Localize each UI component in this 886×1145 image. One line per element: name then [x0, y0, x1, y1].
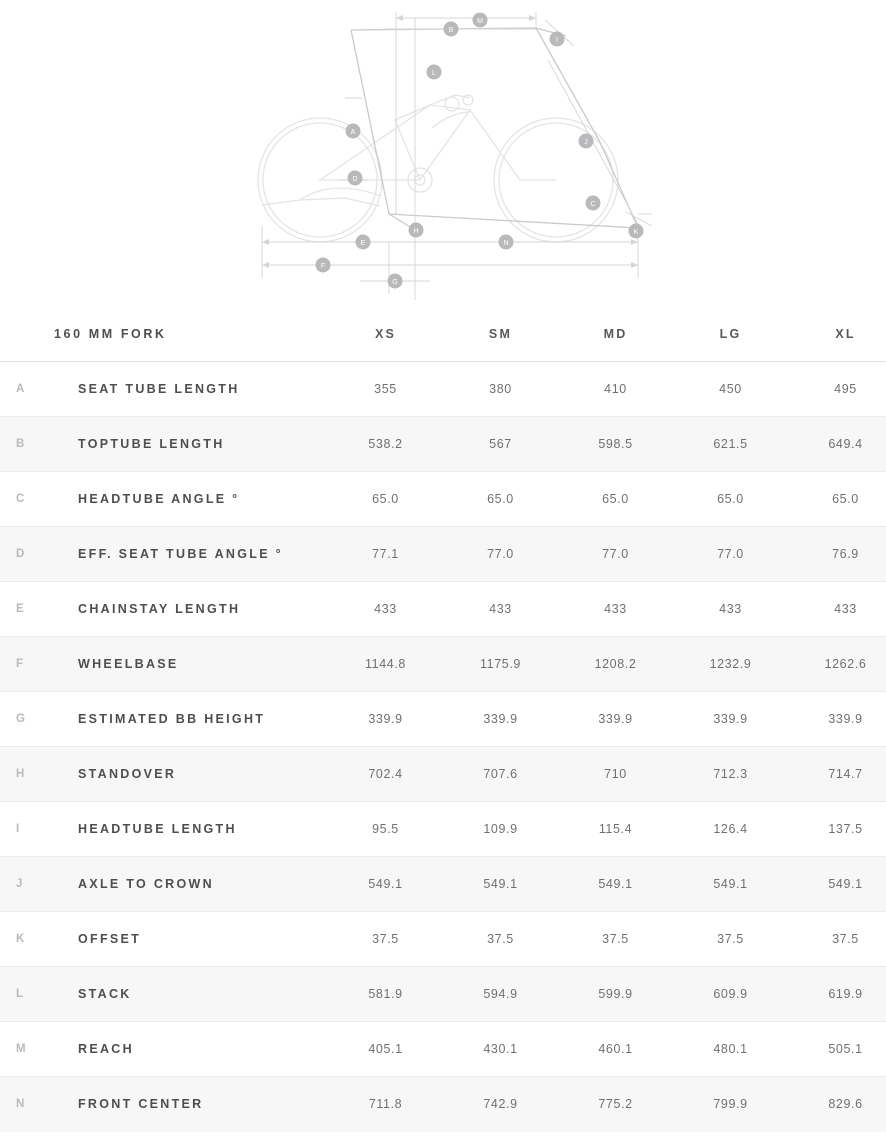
row-letter: E	[0, 582, 38, 637]
frame-geometry-diagram	[0, 0, 886, 305]
table-row	[0, 527, 886, 582]
cell-lg: 609.9	[673, 967, 788, 1022]
cell-md: 1208.2	[558, 637, 673, 692]
cell-lg: 65.0	[673, 472, 788, 527]
row-letter: F	[0, 637, 38, 692]
row-label: ESTIMATED BB HEIGHT	[38, 692, 328, 747]
cell-xs: 549.1	[328, 857, 443, 912]
cell-md: 549.1	[558, 857, 673, 912]
row-letter: D	[0, 527, 38, 582]
header-size-xs: XS	[328, 305, 443, 362]
cell-xl: 37.5	[788, 912, 886, 967]
cell-xl: 829.6	[788, 1077, 886, 1132]
row-label: STANDOVER	[38, 747, 328, 802]
row-label: STACK	[38, 967, 328, 1022]
cell-lg: 339.9	[673, 692, 788, 747]
cell-md: 710	[558, 747, 673, 802]
cell-xl: 619.9	[788, 967, 886, 1022]
cell-xs: 433	[328, 582, 443, 637]
svg-text:A: A	[350, 129, 356, 136]
cell-lg: 549.1	[673, 857, 788, 912]
cell-xs: 702.4	[328, 747, 443, 802]
cell-xs: 339.9	[328, 692, 443, 747]
cell-sm: 433	[443, 582, 558, 637]
cell-lg: 480.1	[673, 1022, 788, 1077]
svg-text:D: D	[352, 176, 358, 183]
row-label: CHAINSTAY LENGTH	[38, 582, 328, 637]
table-row	[0, 747, 886, 802]
cell-lg: 37.5	[673, 912, 788, 967]
cell-lg: 450	[673, 362, 788, 417]
svg-text:F: F	[320, 263, 326, 270]
row-letter: H	[0, 747, 38, 802]
cell-xs: 77.1	[328, 527, 443, 582]
table-header	[0, 305, 886, 362]
row-letter: M	[0, 1022, 38, 1077]
cell-md: 77.0	[558, 527, 673, 582]
row-label: SEAT TUBE LENGTH	[38, 362, 328, 417]
cell-xs: 538.2	[328, 417, 443, 472]
row-letter: I	[0, 802, 38, 857]
cell-sm: 1175.9	[443, 637, 558, 692]
cell-sm: 339.9	[443, 692, 558, 747]
cell-xl: 339.9	[788, 692, 886, 747]
cell-lg: 621.5	[673, 417, 788, 472]
header-size-sm: SM	[443, 305, 558, 362]
svg-text:K: K	[633, 229, 639, 236]
table-row	[0, 912, 886, 967]
row-label: AXLE TO CROWN	[38, 857, 328, 912]
cell-lg: 433	[673, 582, 788, 637]
row-letter: C	[0, 472, 38, 527]
row-label: EFF. SEAT TUBE ANGLE °	[38, 527, 328, 582]
header-size-lg: LG	[673, 305, 788, 362]
cell-md: 410	[558, 362, 673, 417]
cell-lg: 799.9	[673, 1077, 788, 1132]
cell-md: 115.4	[558, 802, 673, 857]
svg-text:E: E	[360, 240, 366, 247]
row-letter: N	[0, 1077, 38, 1132]
row-label: TOPTUBE LENGTH	[38, 417, 328, 472]
table-row	[0, 417, 886, 472]
cell-sm: 77.0	[443, 527, 558, 582]
cell-sm: 37.5	[443, 912, 558, 967]
cell-md: 37.5	[558, 912, 673, 967]
cell-lg: 77.0	[673, 527, 788, 582]
header-size-md: MD	[558, 305, 673, 362]
cell-xl: 549.1	[788, 857, 886, 912]
cell-xl: 495	[788, 362, 886, 417]
row-label: WHEELBASE	[38, 637, 328, 692]
table-row	[0, 1077, 886, 1132]
cell-md: 598.5	[558, 417, 673, 472]
row-label: HEADTUBE LENGTH	[38, 802, 328, 857]
table-row	[0, 637, 886, 692]
cell-sm: 707.6	[443, 747, 558, 802]
table-body	[0, 362, 886, 1132]
table-row	[0, 362, 886, 417]
cell-md: 775.2	[558, 1077, 673, 1132]
svg-text:L: L	[432, 70, 436, 77]
svg-text:J: J	[584, 139, 588, 146]
cell-xl: 714.7	[788, 747, 886, 802]
cell-md: 65.0	[558, 472, 673, 527]
row-letter: A	[0, 362, 38, 417]
table-header-row	[0, 305, 886, 362]
table-title: 160 MM FORK	[38, 305, 328, 362]
cell-xl: 1262.6	[788, 637, 886, 692]
cell-lg: 712.3	[673, 747, 788, 802]
cell-md: 460.1	[558, 1022, 673, 1077]
cell-sm: 742.9	[443, 1077, 558, 1132]
row-letter: K	[0, 912, 38, 967]
table-row	[0, 582, 886, 637]
row-letter: J	[0, 857, 38, 912]
cell-xs: 95.5	[328, 802, 443, 857]
cell-sm: 430.1	[443, 1022, 558, 1077]
cell-sm: 109.9	[443, 802, 558, 857]
cell-lg: 1232.9	[673, 637, 788, 692]
cell-md: 339.9	[558, 692, 673, 747]
header-letter-blank	[0, 305, 38, 362]
cell-xl: 433	[788, 582, 886, 637]
cell-xs: 1144.8	[328, 637, 443, 692]
table-row	[0, 472, 886, 527]
row-label: FRONT CENTER	[38, 1077, 328, 1132]
svg-text:H: H	[413, 228, 419, 235]
row-letter: L	[0, 967, 38, 1022]
cell-xs: 581.9	[328, 967, 443, 1022]
cell-xl: 505.1	[788, 1022, 886, 1077]
table-row	[0, 692, 886, 747]
row-label: HEADTUBE ANGLE °	[38, 472, 328, 527]
cell-md: 433	[558, 582, 673, 637]
cell-xl: 137.5	[788, 802, 886, 857]
row-letter: B	[0, 417, 38, 472]
cell-xs: 711.8	[328, 1077, 443, 1132]
cell-xs: 37.5	[328, 912, 443, 967]
cell-sm: 567	[443, 417, 558, 472]
cell-sm: 594.9	[443, 967, 558, 1022]
table-row	[0, 802, 886, 857]
cell-md: 599.9	[558, 967, 673, 1022]
table-row	[0, 1022, 886, 1077]
cell-sm: 65.0	[443, 472, 558, 527]
cell-xs: 355	[328, 362, 443, 417]
svg-text:M: M	[477, 18, 483, 25]
cell-sm: 549.1	[443, 857, 558, 912]
table-row	[0, 857, 886, 912]
svg-text:G: G	[392, 279, 398, 286]
cell-xl: 76.9	[788, 527, 886, 582]
header-size-xl: XL	[788, 305, 886, 362]
svg-text:C: C	[590, 201, 596, 208]
cell-lg: 126.4	[673, 802, 788, 857]
svg-text:B: B	[448, 27, 454, 34]
cell-sm: 380	[443, 362, 558, 417]
svg-text:I: I	[556, 37, 558, 44]
cell-xs: 65.0	[328, 472, 443, 527]
svg-text:N: N	[503, 240, 509, 247]
row-label: REACH	[38, 1022, 328, 1077]
cell-xl: 649.4	[788, 417, 886, 472]
cell-xs: 405.1	[328, 1022, 443, 1077]
table-row	[0, 967, 886, 1022]
geometry-table	[0, 305, 886, 1132]
cell-xl: 65.0	[788, 472, 886, 527]
row-label: OFFSET	[38, 912, 328, 967]
row-letter: G	[0, 692, 38, 747]
